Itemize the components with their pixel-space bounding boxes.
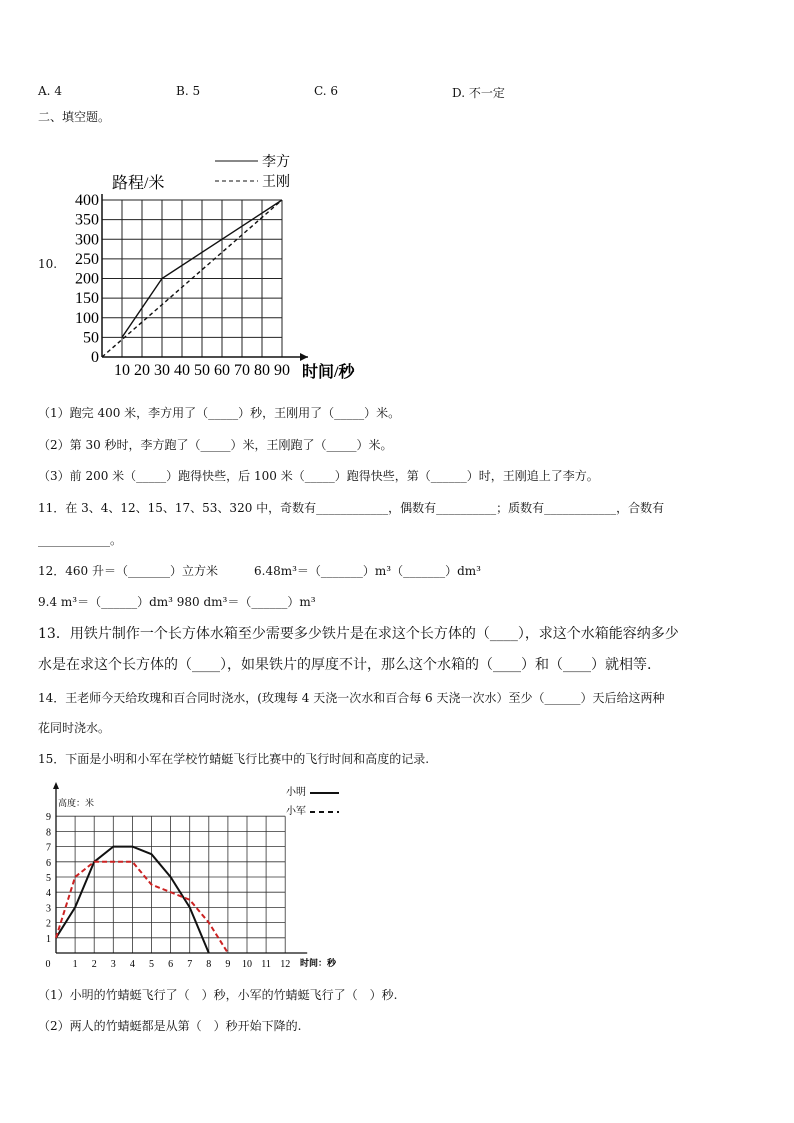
- distance-time-chart: [75, 145, 380, 390]
- chart2-grid: [56, 816, 285, 953]
- chart1-xtick-label: 10: [114, 362, 130, 379]
- chart2-xtick-label: 1: [72, 959, 78, 970]
- chart2-xtick-label: 3: [110, 959, 116, 970]
- chart2-xtick-label: 10: [242, 959, 252, 970]
- chart1-xtick-label: 90: [274, 362, 290, 379]
- chart2-xtick-label: 12: [280, 959, 291, 970]
- chart1-xtick-label: 20: [134, 362, 150, 379]
- chart2-xtick-label: 6: [168, 959, 174, 970]
- chart2-xtick-label: 11: [261, 959, 271, 970]
- legend-liFang-label: 李方: [262, 155, 290, 170]
- chart2-ytick-label: 7: [46, 842, 51, 854]
- option-d: D. 不一定: [452, 86, 505, 100]
- chart1-ytick-label: 0: [91, 349, 99, 366]
- chart1-ytick-label: 150: [75, 290, 99, 308]
- chart1-ylabel: 路程/米: [112, 175, 165, 192]
- chart2-ytick-label: 1: [46, 933, 51, 945]
- chart2-ytick-label: 2: [46, 918, 51, 930]
- chart2-xtick-label: 5: [149, 959, 154, 970]
- legend-xiaoming-label: 小明: [286, 787, 306, 798]
- q15-sub2: （2）两人的竹蜻蜓都是从第（ ）秒开始下降的.: [38, 1019, 302, 1033]
- q14-line1: 14．王老师今天给玫瑰和百合同时浇水，(玫瑰每 4 天浇一次水和百合每 6 天浇一次水）至少（______）天后给这两种: [38, 691, 665, 705]
- chart1-ytick-label: 350: [75, 211, 99, 229]
- q10-sub3: （3）前 200 米（_____）跑得快些，后 100 米（_____）跑得快些，第（______）时，王刚追上了李方。: [38, 469, 599, 483]
- chart1-xtick-label: 30: [154, 362, 170, 379]
- q10-sub1: （1）跑完 400 米，李方用了（_____）秒，王刚用了（_____）米。: [38, 406, 401, 420]
- option-b: B. 5: [176, 84, 201, 98]
- q12-line2: 9.4 m³＝（______）dm³ 980 dm³＝（______）m³: [38, 595, 316, 609]
- chart2-ytick-label: 8: [46, 827, 51, 839]
- q14-line2: 花同时浇水。: [38, 721, 111, 735]
- chart1-xtick-label: 70: [234, 362, 250, 379]
- q15-sub1: （1）小明的竹蜻蜓飞行了（ ）秒，小军的竹蜻蜓飞行了（ ）秒.: [38, 988, 398, 1002]
- chart2-y-arrow: [53, 782, 59, 789]
- legend-wangGang-label: 王刚: [262, 175, 290, 190]
- chart1-ytick-label: 300: [75, 231, 99, 249]
- chart2-xtick-label: 7: [187, 959, 193, 970]
- q12-line1: 12．460 升＝（_______）立方米 6.48m³＝（_______）m³（_______）dm³: [38, 564, 481, 578]
- chart2-xtick-label: 4: [129, 959, 135, 970]
- flight-height-chart: [38, 780, 358, 972]
- chart2-series: [56, 847, 228, 953]
- chart2-ytick-label: 5: [46, 873, 51, 884]
- chart2-ytick-label: 6: [46, 857, 51, 869]
- q11-line2: ____________。: [38, 533, 123, 547]
- chart1-ytick-label: 100: [75, 309, 99, 327]
- chart1-xtick-label: 80: [254, 362, 270, 379]
- q10-number: 10.: [38, 257, 58, 271]
- q13-line1: 13．用铁片制作一个长方体水箱至少需要多少铁片是在求这个长方体的（____），求这个水箱能容纳多少: [38, 626, 679, 642]
- q13-line2: 水是在求这个长方体的（____），如果铁片的厚度不计，那么这个水箱的（____）和（____）就相等.: [38, 657, 652, 673]
- legend-xiaojun-label: 小军: [286, 806, 306, 817]
- chart2-xtick-label: 8: [206, 959, 212, 970]
- chart1-xtick-label: 40: [174, 362, 190, 379]
- chart2-ytick-label: 4: [46, 888, 51, 900]
- chart2-xtick-label: 0: [45, 959, 51, 970]
- chart2-xtick-label: 9: [225, 959, 231, 970]
- chart1-xtick-label: 50: [194, 362, 210, 379]
- chart1-xtick-label: 60: [214, 362, 230, 379]
- chart1-ytick-label: 200: [75, 270, 99, 288]
- chart1-x-arrow: [300, 353, 308, 361]
- chart2-ylabel: 高度：米: [58, 798, 95, 808]
- chart2-xtick-label: 2: [91, 959, 97, 970]
- q11-line1: 11．在 3、4、12、15、17、53、320 中，奇数有____________，偶数有__________；质数有____________，合数有: [38, 501, 665, 515]
- chart1-ytick-label: 400: [75, 192, 99, 209]
- chart2-ytick-label: 3: [46, 903, 51, 915]
- option-a: A. 4: [38, 84, 62, 98]
- chart2-xlabel: 时间：秒: [300, 958, 337, 968]
- option-c: C. 6: [314, 84, 339, 98]
- chart2-ytick-label: 9: [46, 812, 51, 824]
- chart1-xlabel: 时间/秒: [302, 364, 355, 381]
- section-title: 二、填空题。: [38, 110, 111, 124]
- q15-line: 15．下面是小明和小军在学校竹蜻蜓飞行比赛中的飞行时间和高度的记录.: [38, 752, 430, 766]
- q10-sub2: （2）第 30 秒时，李方跑了（_____）米，王刚跑了（_____）米。: [38, 438, 393, 452]
- chart1-ytick-label: 250: [75, 250, 99, 268]
- chart1-axes: [102, 194, 308, 361]
- chart1-ytick-label: 50: [83, 329, 99, 347]
